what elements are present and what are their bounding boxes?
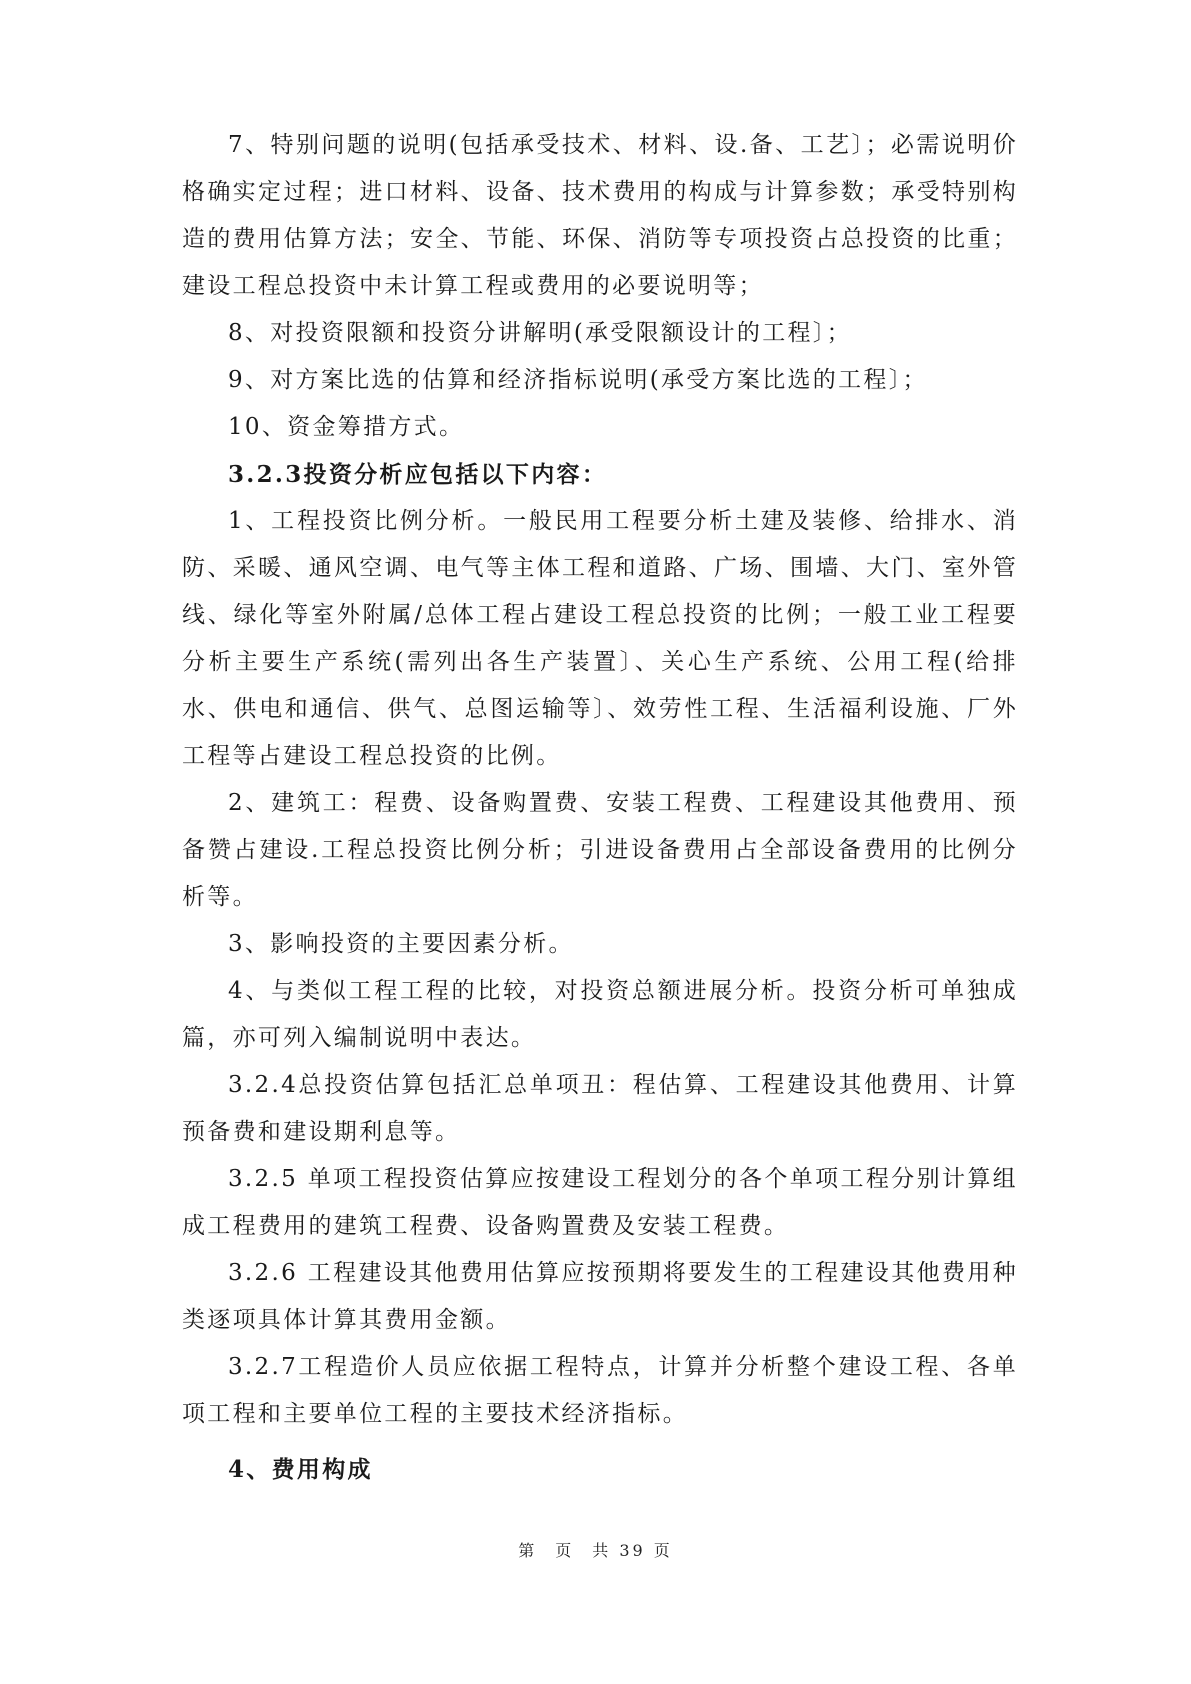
page-footer bbox=[0, 1538, 1191, 1561]
footer-page-label: 页 bbox=[555, 1541, 575, 1560]
paragraph-3-2-4: 3.2.4总投资估算包括汇总单项丑：程估算、工程建设其他费用、计算预备费和建设期利息等。 bbox=[182, 1072, 1018, 1145]
footer-prefix: 第 bbox=[518, 1541, 538, 1560]
paragraph-10: 10、资金筹措方式。 bbox=[228, 414, 465, 440]
paragraph-8: 8、对投资限额和投资分讲解明(承受限额设计的工程〕； bbox=[228, 320, 852, 346]
footer-suffix: 页 bbox=[653, 1541, 673, 1560]
paragraph-analysis-4: 4、与类似工程工程的比较，对投资总额进展分析。投资分析可单独成篇，亦可列入编制说明中表达。 bbox=[182, 978, 1018, 1051]
paragraph-analysis-3: 3、影响投资的主要因素分析。 bbox=[228, 931, 574, 957]
footer-total-pages: 39 bbox=[619, 1541, 646, 1560]
section-heading: 4、费用构成 bbox=[228, 1456, 373, 1483]
paragraph-9: 9、对方案比选的估算和经济指标说明(承受方案比选的工程〕； bbox=[228, 367, 928, 393]
paragraph-3-2-7: 3.2.7工程造价人员应依据工程特点，计算并分析整个建设工程、各单项工程和主要单位工程的主要技术经济指标。 bbox=[182, 1354, 1018, 1427]
body-text bbox=[182, 122, 1018, 1438]
paragraph-3-2-5: 3.2.5 单项工程投资估算应按建设工程划分的各个单项工程分别计算组成工程费用的建筑工程费、设备购置费及安装工程费。 bbox=[182, 1166, 1018, 1239]
paragraph-3-2-6: 3.2.6 工程建设其他费用估算应按预期将要发生的工程建设其他费用种类逐项具体计算其费用金额。 bbox=[182, 1260, 1018, 1333]
paragraph-analysis-2: 2、建筑工：程费、设备购置费、安装工程费、工程建设其他费用、预备赞占建设.工程总投资比例分析；引进设备费用占全部设备费用的比例分析等。 bbox=[182, 790, 1018, 910]
footer-total-label: 共 bbox=[592, 1541, 612, 1560]
paragraph-analysis-1: 1、工程投资比例分析。一般民用工程要分析土建及装修、给排水、消防、采暖、通风空调、电气等主体工程和道路、广场、围墙、大门、室外管线、绿化等室外附属/总体工程占建设工程总投资的比例；一般工业工程要分析主要生产系统(需列出各生产装置〕、关心生产系统、公用工程(给排水、供电和通信、供气、总图运输等〕、效劳性工程、生活福利设施、厂外工程等占建设工程总投资的比例。 bbox=[182, 508, 1018, 769]
subheading-3-2-3: 3.2.3投资分析应包括以下内容： bbox=[228, 461, 608, 488]
paragraph-7: 7、特别问题的说明(包括承受技术、材料、设.备、工艺〕；必需说明价格确实定过程；进口材料、设备、技术费用的构成与计算参数；承受特别构造的费用估算方法；安全、节能、环保、消防等专项投资占总投资的比重；建设工程总投资中未计算工程或费用的必要说明等； bbox=[182, 132, 1018, 299]
